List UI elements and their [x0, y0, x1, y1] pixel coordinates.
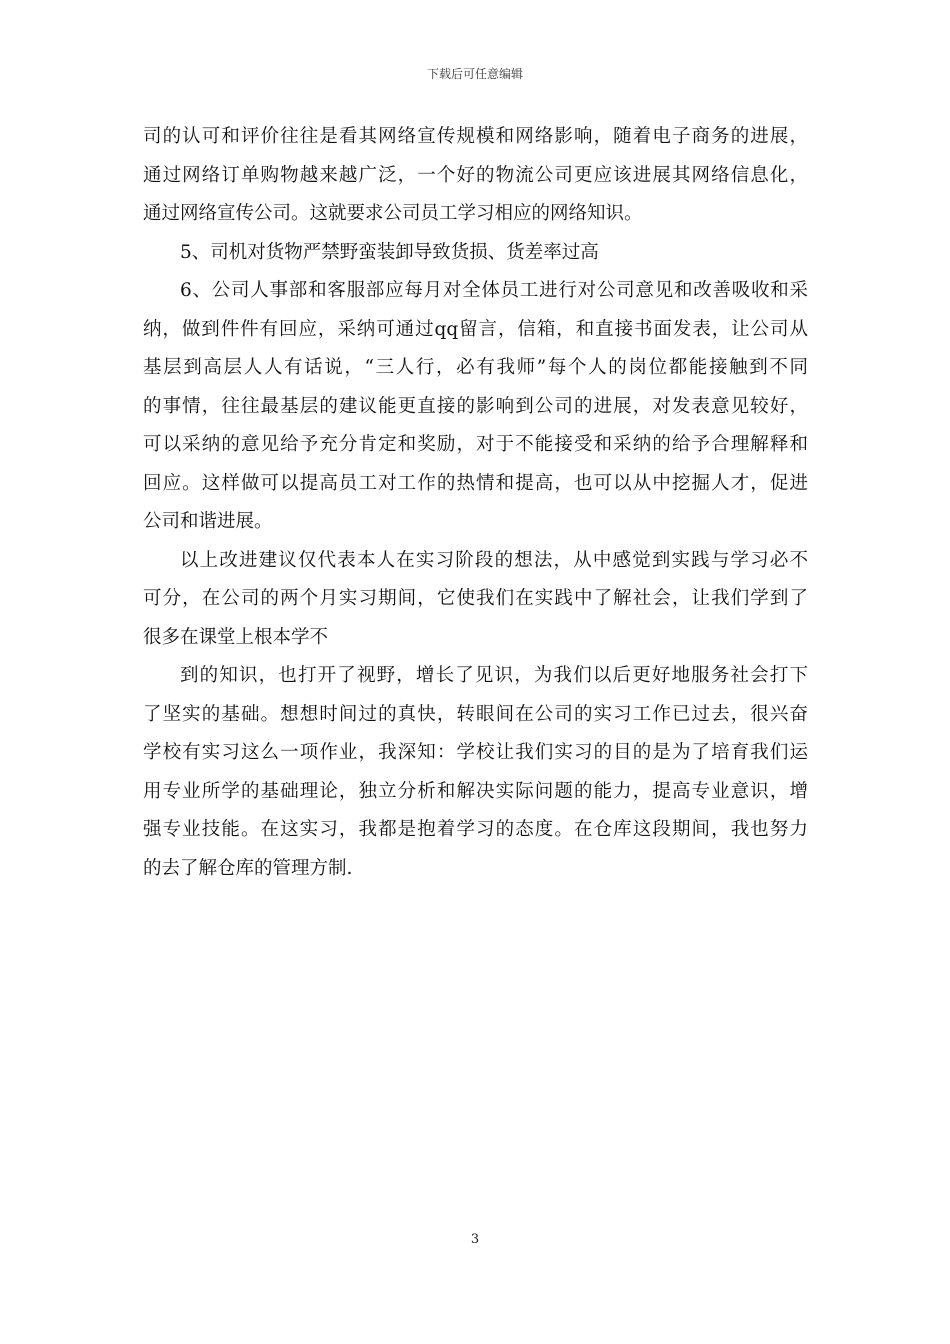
text-line: 的事情，往往最基层的建议能更直接的影响到公司的进展，对发表意见较好，: [143, 395, 808, 417]
text-line: 以上改进建议仅代表本人在实习阶段的想法，从中感觉到实践与学习必不: [180, 549, 808, 571]
text-line: 纳，做到件件有回应，采纳可通过qq留言，信箱，和直接书面发表，让公司从: [143, 318, 808, 340]
text-line: 基层到高层人人有话说，“三人行，必有我师”每个人的岗位都能接触到不同: [143, 357, 808, 378]
text-line: 用专业所学的基础理论，独立分析和解决实际问题的能力，提高专业意识，增: [143, 780, 808, 802]
text-line: 很多在课堂上根本学不: [143, 626, 329, 648]
page-number: 3: [470, 1232, 480, 1247]
text-line: 通过网络订单购物越来越广泛，一个好的物流公司更应该进展其网络信息化，: [143, 164, 808, 186]
text-line: 学校有实习这么一项作业，我深知：学校让我们实习的目的是为了培育我们运: [143, 742, 808, 763]
text-line: 5、司机对货物严禁野蛮装卸导致货损、货差率过高: [180, 241, 599, 263]
text-line: 强专业技能。在这实习，我都是抱着学习的态度。在仓库这段期间，我也努力: [143, 819, 808, 840]
text-line: 了坚实的基础。想想时间过的真快，转眼间在公司的实习工作已过去，很兴奋: [143, 703, 808, 725]
text-line: 的去了解仓库的管理方制.: [143, 857, 353, 879]
text-line: 可分，在公司的两个月实习期间，它使我们在实践中了解社会，让我们学到了: [143, 588, 808, 609]
text-line: 公司和谐进展。: [143, 511, 273, 532]
text-line: 到的知识，也打开了视野，增长了见识，为我们以后更好地服务社会打下: [180, 665, 808, 686]
text-line: 6、公司人事部和客服部应每月对全体员工进行对公司意见和改善吸收和采: [180, 280, 808, 301]
text-line: 回应。这样做可以提高员工对工作的热情和提高，也可以从中挖掘人才，促进: [143, 472, 808, 494]
document-body: [143, 118, 808, 888]
text-line: 司的认可和评价往往是看其网络宣传规模和网络影响，随着电子商务的进展，: [143, 126, 808, 147]
text-line: 通过网络宣传公司。这就要求公司员工学习相应的网络知识。: [143, 203, 643, 224]
text-line: 可以采纳的意见给予充分肯定和奖励，对于不能接受和采纳的给予合理解释和: [143, 434, 808, 455]
page-header: 下载后可任意编辑: [426, 67, 523, 81]
